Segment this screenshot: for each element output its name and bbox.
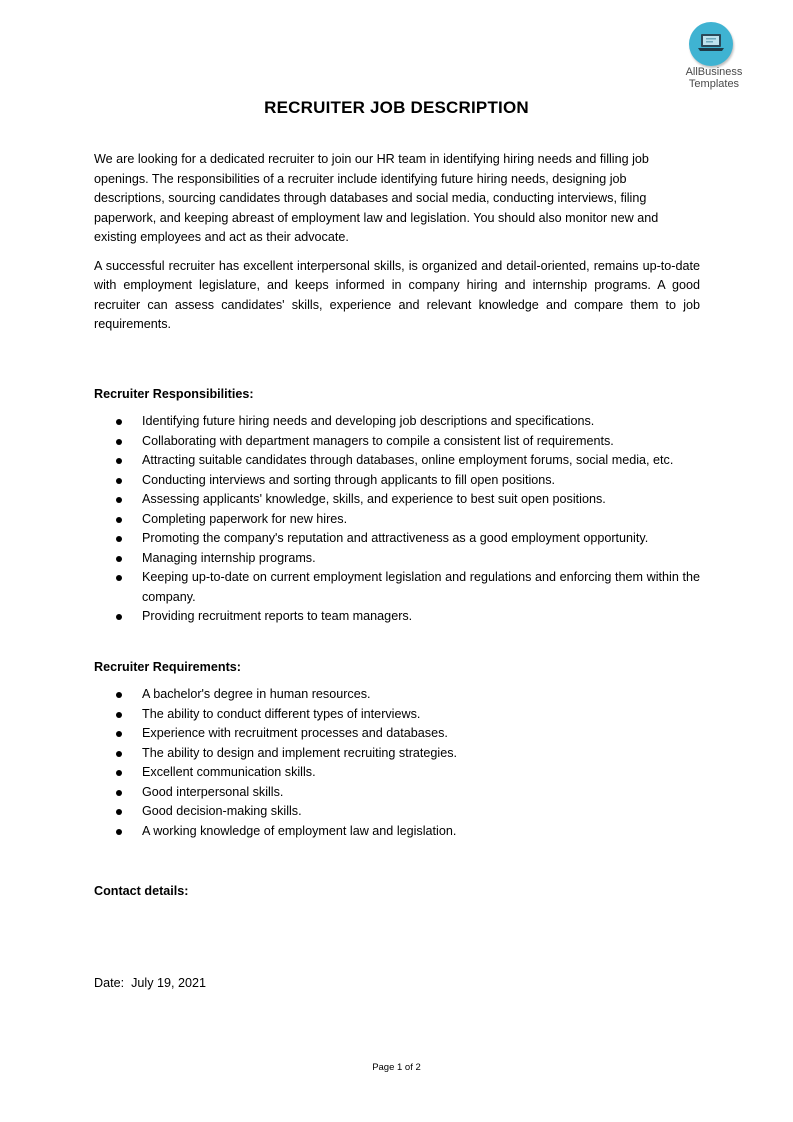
bullet-icon bbox=[116, 517, 122, 523]
date-value: July 19, 2021 bbox=[131, 975, 207, 990]
list-item: Providing recruitment reports to team managers. bbox=[142, 607, 700, 627]
contact-details-heading: Contact details: bbox=[94, 884, 189, 898]
bullet-icon bbox=[116, 712, 122, 718]
page-number: Page 1 of 2 bbox=[372, 1062, 421, 1073]
bullet-icon bbox=[116, 614, 122, 620]
bullet-icon bbox=[116, 439, 122, 445]
list-item: A working knowledge of employment law and legislation. bbox=[142, 822, 700, 842]
list-item: Experience with recruitment processes and databases. bbox=[142, 724, 700, 744]
list-item: Conducting interviews and sorting through applicants to fill open positions. bbox=[142, 471, 700, 491]
list-item: Collaborating with department managers to compile a consistent list of requirements. bbox=[142, 432, 700, 452]
bullet-icon bbox=[116, 556, 122, 562]
bullet-icon bbox=[116, 497, 122, 503]
bullet-icon bbox=[116, 770, 122, 776]
bullet-icon bbox=[116, 575, 122, 581]
list-item: Managing internship programs. bbox=[142, 549, 700, 569]
requirements-heading: Recruiter Requirements: bbox=[94, 659, 241, 674]
logo-line-2: Templates bbox=[688, 78, 740, 90]
date-line bbox=[94, 974, 700, 994]
logo-circle bbox=[689, 22, 733, 66]
bullet-icon bbox=[116, 419, 122, 425]
document-body bbox=[94, 150, 700, 1002]
bullet-icon bbox=[116, 790, 122, 796]
list-item: Good decision-making skills. bbox=[142, 802, 700, 822]
list-item: Completing paperwork for new hires. bbox=[142, 510, 700, 530]
document-title: RECRUITER JOB DESCRIPTION bbox=[264, 98, 529, 117]
laptop-icon bbox=[698, 32, 724, 54]
bullet-icon bbox=[116, 478, 122, 484]
bullet-icon bbox=[116, 751, 122, 757]
intro-paragraph-2: A successful recruiter has excellent interpersonal skills, is organized and detail-oriented, remains up-to-date with employment legislature, and keeps informed in company hiring and internship programs. A good recruiter can assess candidates' skills, experience and relevant knowledge and compare them to job requirements. bbox=[94, 258, 700, 331]
list-item: The ability to conduct different types of interviews. bbox=[142, 705, 700, 725]
list-item: Attracting suitable candidates through databases, online employment forums, social media, etc. bbox=[142, 451, 700, 471]
requirements-list bbox=[94, 685, 700, 841]
list-item: Good interpersonal skills. bbox=[142, 783, 700, 803]
allbusiness-templates-logo bbox=[674, 22, 754, 94]
responsibilities-list bbox=[94, 412, 700, 627]
bullet-icon bbox=[116, 458, 122, 464]
list-item: Keeping up-to-date on current employment legislation and regulations and enforcing them within the company. bbox=[142, 568, 700, 607]
list-item: A bachelor's degree in human resources. bbox=[142, 685, 700, 705]
bullet-icon bbox=[116, 692, 122, 698]
logo-text bbox=[674, 66, 754, 90]
date-label: Date: bbox=[94, 975, 125, 990]
list-item: Excellent communication skills. bbox=[142, 763, 700, 783]
intro-paragraph-1: We are looking for a dedicated recruiter to join our HR team in identifying hiring needs and filling job openings. The responsibilities of a recruiter include identifying future hiring needs, designing job descriptions, sourcing candidates through databases and social media, conducting interviews, filing paperwork, and keeping abreast of employment law and legislation. You should also monitor new and existing employees and act as their advocate. bbox=[94, 152, 659, 244]
list-item: Promoting the company's reputation and attractiveness as a good employment opportunity. bbox=[142, 529, 700, 549]
bullet-icon bbox=[116, 829, 122, 835]
logo-line-1: AllBusiness bbox=[685, 66, 743, 78]
list-item: The ability to design and implement recruiting strategies. bbox=[142, 744, 700, 764]
bullet-icon bbox=[116, 536, 122, 542]
responsibilities-heading: Recruiter Responsibilities: bbox=[94, 386, 254, 401]
list-item: Identifying future hiring needs and developing job descriptions and specifications. bbox=[142, 412, 700, 432]
bullet-icon bbox=[116, 809, 122, 815]
bullet-icon bbox=[116, 731, 122, 737]
list-item: Assessing applicants' knowledge, skills, and experience to best suit open positions. bbox=[142, 490, 700, 510]
